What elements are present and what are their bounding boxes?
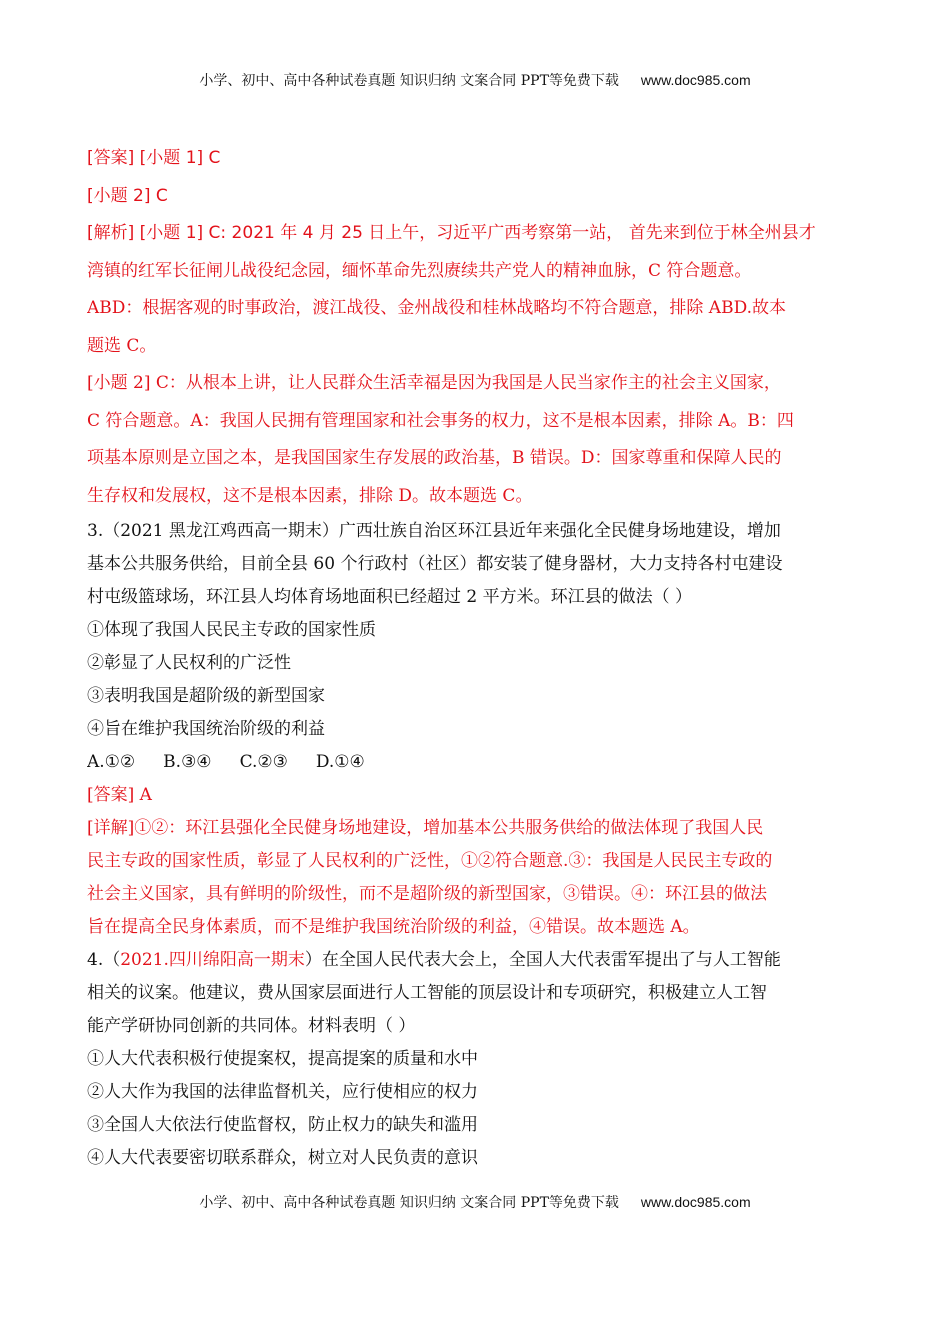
header-site-link[interactable]: www.doc985.com [640, 72, 751, 88]
answer-line-1: [答案] [小题 1] C [87, 148, 221, 168]
q3-option-4: ④旨在维护我国统治阶级的利益 [87, 719, 325, 739]
analysis-line-2: 湾镇的红军长征闸儿战役纪念园，缅怀革命先烈赓续共产党人的精神血脉，C 符合题意。 [87, 260, 752, 281]
analysis-line-1: [解析] [小题 1] C: 2021 年 4 月 25 日上午，习近平广西考察第一站， 首先来到位于林全州县才 [87, 223, 816, 243]
analysis-line-4: 题选 C。 [87, 335, 157, 356]
q3-answer: [答案] A [87, 785, 152, 805]
q3-detail-line-2: 民主专政的国家性质，彰显了人民权利的广泛性，①②符合题意.③：我国是人民民主专政的 [87, 851, 773, 871]
q3-choices [87, 746, 867, 779]
q4-option-3: ③全国人大依法行使监督权，防止权力的缺失和滥用 [87, 1115, 478, 1135]
q3-stem-line-3: 村屯级篮球场，环江县人均体育场地面积已经超过 2 平方米。环江县的做法（ ） [87, 587, 693, 607]
q3-option-2: ②彰显了人民权利的广泛性 [87, 653, 291, 673]
analysis-line-7: 项基本原则是立国之本，是我国国家生存发展的政治基，B 错误。D：国家尊重和保障人民的 [87, 448, 782, 468]
q4-stem-line-2: 相关的议案。他建议，费从国家层面进行人工智能的顶层设计和专项研究，积极建立人工智 [87, 983, 767, 1003]
q3-stem-line-2: 基本公共服务供给，目前全县 60 个行政村（社区）都安装了健身器材，大力支持各村屯建设 [87, 554, 783, 574]
analysis-line-3: ABD：根据客观的时事政治，渡江战役、金州战役和桂林战略均不符合题意，排除 ABD.故本 [87, 298, 786, 318]
q3-choice-c: C.②③ [239, 752, 288, 772]
q3-option-3: ③表明我国是超阶级的新型国家 [87, 686, 325, 706]
q3-choice-a: A.①② [87, 752, 136, 772]
q3-choice-d: D.①④ [315, 752, 365, 772]
q3-detail-line-1: [详解]①②：环江县强化全民健身场地建设，增加基本公共服务供给的做法体现了我国人民 [87, 818, 764, 838]
analysis-line-8: 生存权和发展权，这不是根本因素，排除 D。故本题选 C。 [87, 485, 533, 506]
q3-detail-line-4: 旨在提高全民身体素质，而不是维护我国统治阶级的利益，④错误。故本题选 A。 [87, 917, 700, 937]
q4-stem-rest: ）在全国人民代表大会上，全国人大代表雷军提出了与人工智能 [304, 950, 781, 970]
q3-option-1: ①体现了我国人民民主专政的国家性质 [87, 620, 376, 640]
analysis-line-6: C 符合题意。A：我国人民拥有管理国家和社会事务的权力，这不是根本因素，排除 A。B：四 [87, 410, 794, 431]
q3-choice-b: B.③④ [163, 752, 212, 772]
header-text: 小学、初中、高中各种试卷真题 知识归纳 文案合同 PPT等免费下载 [199, 73, 619, 89]
page-header [0, 70, 950, 90]
q4-option-4: ④人大代表要密切联系群众，树立对人民负责的意识 [87, 1148, 478, 1168]
q4-option-2: ②人大作为我国的法律监督机关，应行使相应的权力 [87, 1082, 478, 1102]
q3-detail-line-3: 社会主义国家，具有鲜明的阶级性，而不是超阶级的新型国家，③错误。④：环江县的做法 [87, 884, 767, 904]
answer-line-2: [小题 2] C [87, 185, 168, 206]
q4-number: 4.（ [87, 950, 121, 970]
q4-stem-line-1 [87, 944, 867, 977]
footer-text: 小学、初中、高中各种试卷真题 知识归纳 文案合同 PPT等免费下载 [199, 1195, 619, 1211]
analysis-line-5: [小题 2] C：从根本上讲，让人民群众生活幸福是因为我国是人民当家作主的社会主义国家， [87, 373, 781, 393]
q4-source: 2021.四川绵阳高一期末 [120, 950, 305, 970]
q4-option-1: ①人大代表积极行使提案权，提高提案的质量和水中 [87, 1049, 478, 1069]
footer-site-link[interactable]: www.doc985.com [640, 1194, 751, 1210]
page-footer [0, 1192, 950, 1212]
document-body [87, 140, 867, 1175]
q4-stem-line-3: 能产学研协同创新的共同体。材料表明（ ） [87, 1016, 416, 1036]
q3-stem-line-1: 3.（2021 黑龙江鸡西高一期末）广西壮族自治区环江县近年来强化全民健身场地建设，增加 [87, 521, 781, 541]
